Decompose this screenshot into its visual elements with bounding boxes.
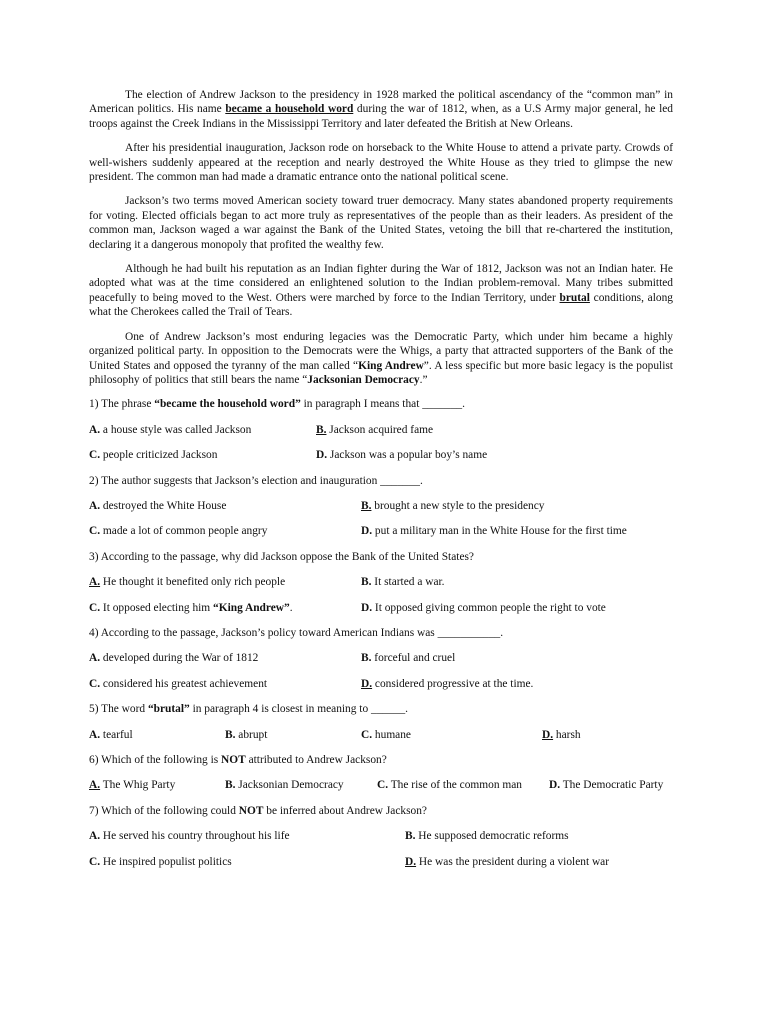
question-3-option-a[interactable]	[89, 575, 361, 589]
question-7-option-b[interactable]	[405, 829, 569, 843]
option-letter: B.	[225, 728, 236, 741]
option-text: It opposed giving common people the right to vote	[372, 601, 606, 614]
question-3-option-b[interactable]	[361, 575, 445, 589]
question-7	[89, 804, 673, 818]
option-letter: C.	[89, 449, 101, 462]
option-letter: B.	[405, 830, 416, 843]
option-text: The Democratic Party	[560, 779, 664, 792]
paragraph-4-text-end: conditions, along what the Cherokees called the Trail of Tears.	[89, 291, 673, 319]
option-text: It started a war.	[371, 576, 445, 589]
paragraph-2: After his presidential inauguration, Jackson rode on horseback to the White House to attend a private party. Crowds of well-wishers suddenly appeared at the reception and nearly destroyed the White House as they tried to glimpse the new president. The common man had made a dramatic entrance onto the national political scene.	[89, 142, 673, 184]
option-text: people criticized Jackson	[100, 449, 218, 462]
option-letter: A.	[89, 423, 101, 436]
question-4-options-row-2	[89, 677, 673, 691]
question-2-options-row-1	[89, 499, 673, 513]
paragraph-3: Jackson’s two terms moved American society toward truer democracy. Many states abandoned property requirements for voting. Elected officials began to act more truly as representatives of the people than as their leaders. As president of the common man, Jackson waged a war against the Bank of the United States, vetoing the bill that re-chartered the institution, declaring it a dangerous monopoly that profited the wealthy few.	[89, 195, 673, 251]
option-text: Jacksonian Democracy	[235, 779, 344, 792]
option-text: abrupt	[235, 728, 268, 741]
question-2-option-d[interactable]	[361, 524, 627, 538]
question-7-option-c[interactable]	[89, 855, 405, 869]
worksheet-page	[89, 88, 673, 880]
option-letter: C.	[89, 601, 101, 614]
question-6-option-a[interactable]	[89, 778, 225, 792]
question-6-text-end: attributed to Andrew Jackson?	[245, 754, 387, 766]
option-letter: A.	[89, 728, 101, 741]
option-letter: C.	[89, 677, 101, 690]
option-text: harsh	[553, 728, 581, 741]
question-2-option-c[interactable]	[89, 524, 361, 538]
option-text: Jackson was a popular boy’s name	[327, 449, 488, 462]
option-text: forceful and cruel	[371, 652, 456, 665]
option-text: He thought it benefited only rich people	[100, 576, 286, 589]
question-2-option-a[interactable]	[89, 499, 361, 513]
king-andrew-quote: “King Andrew”	[213, 601, 290, 614]
option-letter-answer: D.	[405, 855, 417, 868]
question-6-options-row	[89, 778, 673, 792]
question-5	[89, 702, 673, 716]
option-letter-answer: D.	[542, 728, 554, 741]
option-text: He was the president during a violent war	[416, 855, 610, 868]
question-6	[89, 753, 673, 767]
paragraph-4-text: Although he had built his reputation as an Indian fighter during the War of 1812, Jackson was not an Indian hater. He adopted what was at the time considered an enlightened solution to the Indian problem-removal. Many tribes submitted peacefully to being moved to the West. Others were marched by force to the Indian Territory, under	[89, 263, 673, 304]
question-6-option-c[interactable]	[377, 778, 549, 792]
question-7-options-row-2	[89, 855, 673, 869]
question-4-option-c[interactable]	[89, 677, 361, 691]
option-text: He supposed democratic reforms	[415, 830, 569, 843]
option-text: a house style was called Jackson	[100, 423, 252, 436]
jacksonian-democracy-name: Jacksonian Democracy	[307, 373, 420, 386]
household-word-phrase: became a household word	[225, 103, 354, 116]
option-text: considered his greatest achievement	[100, 677, 268, 690]
question-2: 2) The author suggests that Jackson’s election and inauguration _______.	[89, 474, 423, 487]
question-7-text: 7) Which of the following could	[89, 804, 239, 817]
option-letter: D.	[316, 449, 328, 462]
option-letter: C.	[89, 525, 101, 538]
option-text: humane	[372, 728, 411, 741]
question-6-text: 6) Which of the following is	[89, 754, 222, 766]
question-2-option-b[interactable]	[361, 499, 544, 513]
option-letter: B.	[225, 779, 236, 792]
question-3-option-d[interactable]	[361, 601, 606, 615]
brutal-word: brutal	[559, 291, 590, 304]
option-letter-answer: A.	[89, 779, 101, 792]
question-7-options-row-1	[89, 829, 673, 843]
option-letter-answer: B.	[316, 423, 327, 436]
option-letter: B.	[361, 576, 372, 589]
option-text: destroyed the White House	[100, 499, 227, 512]
option-letter-answer: B.	[361, 499, 372, 512]
question-4-option-a[interactable]	[89, 651, 361, 665]
paragraph-1	[89, 88, 673, 131]
option-text: brought a new style to the presidency	[371, 499, 545, 512]
king-andrew-name: King Andrew	[358, 359, 424, 372]
option-letter: C.	[89, 855, 101, 868]
option-letter-answer: D.	[361, 677, 373, 690]
paragraph-4	[89, 262, 673, 320]
paragraph-5	[89, 330, 673, 388]
question-1-phrase: “became the household word”	[154, 398, 301, 411]
option-text: developed during the War of 1812	[100, 652, 259, 665]
question-4: 4) According to the passage, Jackson’s policy toward American Indians was ___________.	[89, 626, 504, 639]
question-1-options-row-1	[89, 423, 673, 437]
question-5-text-end: in paragraph 4 is closest in meaning to ______.	[189, 703, 409, 716]
paragraph-5-text: One of Andrew Jackson’s most enduring legacies was the Democratic Party, which under him became a highly organized political party. In opposition to the Democrats were the Whigs, a party that attracted supporters of the Bank of the United States and opposed the tyranny of the man called “	[89, 330, 673, 372]
paragraph-1-text: The election of Andrew Jackson to the presidency in 1928 marked the political ascendancy of the “common man” in American politics. His name	[89, 89, 673, 116]
option-letter: C.	[361, 728, 373, 741]
option-text: put a military man in the White House for the first time	[372, 525, 627, 538]
question-3: 3) According to the passage, why did Jackson oppose the Bank of the United States?	[89, 550, 474, 563]
option-text: tearful	[100, 728, 133, 741]
question-1-option-a[interactable]	[89, 423, 316, 437]
question-4-option-d[interactable]	[361, 677, 533, 691]
question-7-option-a[interactable]	[89, 829, 405, 843]
option-letter: A.	[89, 830, 101, 843]
question-6-option-d[interactable]	[549, 778, 663, 792]
question-6-option-b[interactable]	[225, 778, 377, 792]
question-1-text-end: in paragraph I means that _______.	[300, 398, 465, 411]
option-letter-answer: A.	[89, 576, 101, 589]
question-5-option-a[interactable]	[89, 728, 225, 742]
option-text: The Whig Party	[100, 779, 176, 792]
paragraph-1-text-end: during the war of 1812, when, as a U.S Army major general, he led troops against the Creek Indians in the Mississippi Territory and later defeated the British at New Orleans.	[89, 103, 673, 130]
question-4-option-b[interactable]	[361, 651, 455, 665]
paragraph-5-text-mid: ”. A less specific but more basic legacy is the populist philosophy of politics that still bears the name “	[89, 359, 673, 386]
option-letter: C.	[377, 779, 389, 792]
question-5-text: 5) The word	[89, 703, 148, 716]
question-7-not: NOT	[238, 804, 264, 817]
question-7-option-d[interactable]	[405, 855, 609, 869]
question-5-option-c[interactable]	[361, 728, 542, 742]
question-1-option-d[interactable]	[316, 448, 487, 462]
option-letter: A.	[89, 499, 101, 512]
question-5-word: “brutal”	[147, 703, 190, 716]
question-6-not: NOT	[221, 754, 246, 766]
option-letter: B.	[361, 652, 372, 665]
option-letter: D.	[549, 779, 561, 792]
option-text: It opposed electing him	[100, 601, 214, 614]
question-5-options-row	[89, 728, 673, 742]
question-1-options-row-2	[89, 448, 673, 462]
option-letter: D.	[361, 601, 373, 614]
question-5-option-d[interactable]	[542, 728, 581, 742]
option-text: The rise of the common man	[388, 779, 522, 792]
option-text: Jackson acquired fame	[326, 423, 434, 436]
question-3-option-c[interactable]	[89, 601, 361, 615]
question-1-option-b[interactable]	[316, 423, 433, 437]
option-text-end: .	[289, 601, 293, 614]
question-1-option-c[interactable]	[89, 448, 316, 462]
option-text: He served his country throughout his life	[100, 830, 290, 843]
question-5-option-b[interactable]	[225, 728, 361, 742]
question-3-options-row-1	[89, 575, 673, 589]
question-2-options-row-2	[89, 524, 673, 538]
option-letter: A.	[89, 652, 101, 665]
option-text: He inspired populist politics	[100, 855, 232, 868]
question-3-options-row-2	[89, 601, 673, 615]
question-4-options-row-1	[89, 651, 673, 665]
option-text: made a lot of common people angry	[100, 525, 268, 538]
paragraph-5-text-end: .”	[419, 373, 428, 386]
question-1	[89, 397, 673, 411]
option-letter: D.	[361, 525, 373, 538]
question-1-text: 1) The phrase	[89, 398, 155, 411]
option-text: considered progressive at the time.	[372, 677, 534, 690]
question-7-text-end: be inferred about Andrew Jackson?	[263, 804, 427, 817]
